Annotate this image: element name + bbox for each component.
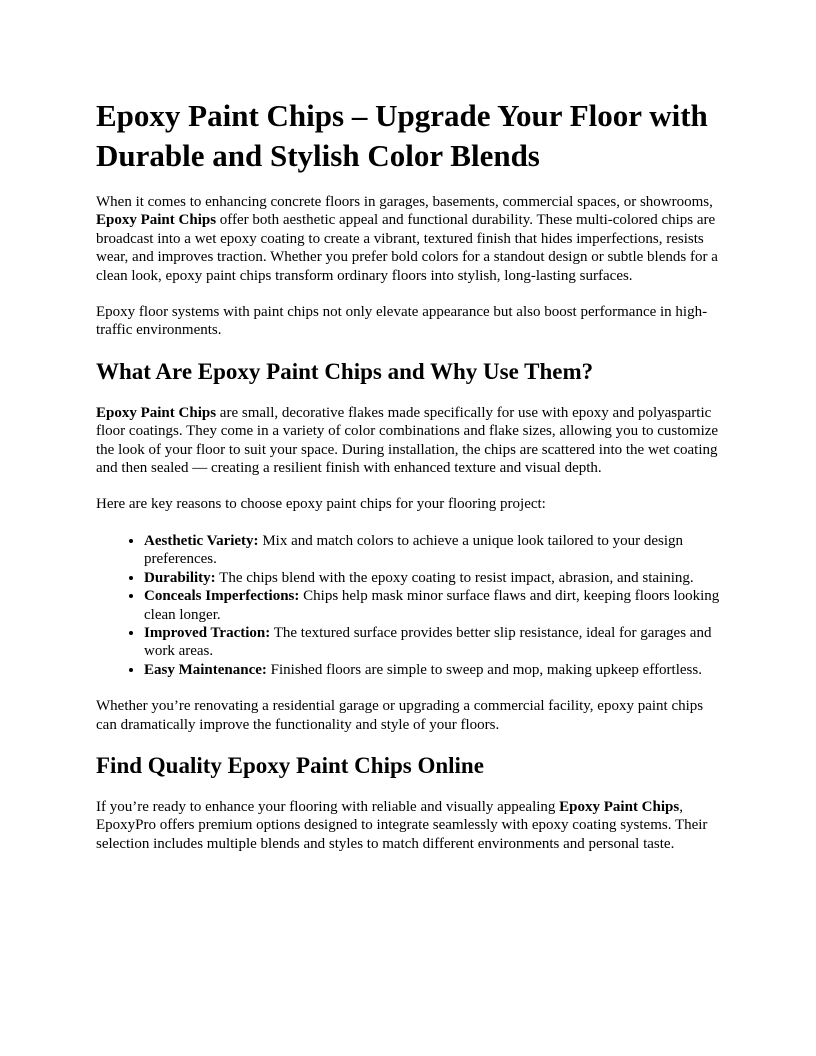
intro-paragraph-1 xyxy=(96,193,720,285)
section2-bold-keyword: Epoxy Paint Chips xyxy=(559,798,680,815)
list-item xyxy=(144,569,720,587)
section2-text-end: , EpoxyPro offers premium options designed to integrate seamlessly with epoxy coating systems. Their selection includes multiple blends and styles to match different environments and personal taste. xyxy=(96,798,708,852)
list-item xyxy=(144,587,720,624)
list-item-term: Conceals Imperfections: xyxy=(144,588,300,605)
section2-text-start: If you’re ready to enhance your flooring with reliable and visually appealing xyxy=(96,798,560,815)
intro-text-end: offer both aesthetic appeal and functional durability. These multi-colored chips are broadcast into a wet epoxy coating to create a vibrant, textured finish that hides imperfections, resists wear, and improves traction. Whether you prefer bold colors for a standout design or subtle blends for a clean look, epoxy paint chips transform ordinary floors into stylish, long-lasting surfaces. xyxy=(96,212,718,284)
list-item-text: The textured surface provides better slip resistance, ideal for garages and work areas. xyxy=(144,624,712,660)
list-item-text: Mix and match colors to achieve a unique look tailored to your design preferences. xyxy=(144,532,684,568)
section2-heading: Find Quality Epoxy Paint Chips Online xyxy=(96,752,484,778)
section1-bold-keyword: Epoxy Paint Chips xyxy=(96,404,217,421)
intro-bold-keyword: Epoxy Paint Chips xyxy=(96,212,217,229)
list-item-term: Easy Maintenance: xyxy=(144,661,267,678)
page-title: Epoxy Paint Chips – Upgrade Your Floor with Durable and Stylish Color Blends xyxy=(96,98,708,173)
intro-paragraph-2: Epoxy floor systems with paint chips not only elevate appearance but also boost performance in high-traffic environments. xyxy=(96,304,708,339)
list-item xyxy=(144,532,720,569)
list-item-term: Aesthetic Variety: xyxy=(144,532,259,549)
list-item xyxy=(144,624,720,661)
list-item-term: Improved Traction: xyxy=(144,624,271,641)
section1-paragraph-2: Here are key reasons to choose epoxy paint chips for your flooring project: xyxy=(96,496,546,513)
section1-paragraph-3: Whether you’re renovating a residential garage or upgrading a commercial facility, epoxy paint chips can dramatically improve the functionality and style of your floors. xyxy=(96,698,704,733)
section1-paragraph-1 xyxy=(96,404,720,478)
list-item-text: The chips blend with the epoxy coating to resist impact, abrasion, and staining. xyxy=(215,569,694,586)
reasons-list xyxy=(96,532,720,679)
intro-text-start: When it comes to enhancing concrete floors in garages, basements, commercial spaces, or showrooms, xyxy=(96,194,713,210)
list-item-text: Finished floors are simple to sweep and mop, making upkeep effortless. xyxy=(266,661,702,678)
section1-text: are small, decorative flakes made specifically for use with epoxy and polyaspartic floor coatings. They come in a variety of color combinations and flake sizes, allowing you to customize the look of your floor to suit your space. During installation, the chips are scattered into the wet coating and then sealed — creating a resilient finish with enhanced texture and visual depth. xyxy=(96,404,719,477)
list-item xyxy=(144,661,720,679)
list-item-term: Durability: xyxy=(144,569,216,586)
list-item-text: Chips help mask minor surface flaws and dirt, keeping floors looking clean longer. xyxy=(144,588,720,623)
section2-paragraph-1 xyxy=(96,798,720,853)
section1-heading: What Are Epoxy Paint Chips and Why Use Them? xyxy=(96,358,594,384)
